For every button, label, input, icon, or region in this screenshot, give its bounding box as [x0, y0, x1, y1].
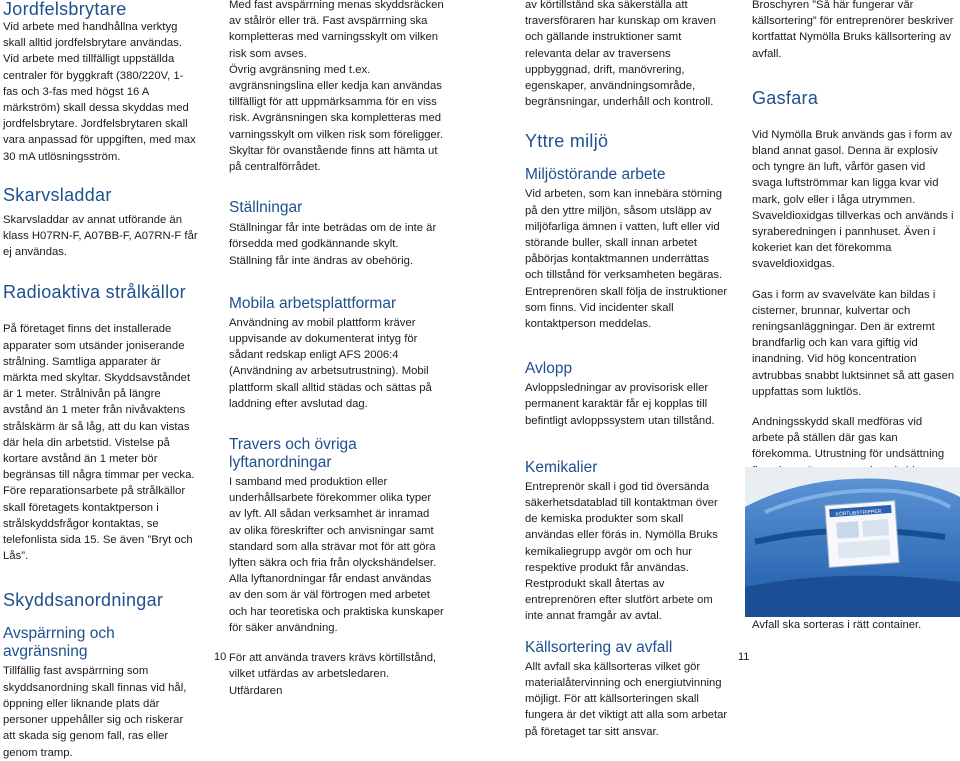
heading-kemikalier: Kemikalier	[525, 458, 598, 476]
text-mobila: Användning av mobil plattform kräver uppvisande av dokumenterat intyg för sådant redskap enligt AFS 2006:4 (Användning av arbetsutrustning). Mobil plattform skall alltid städas och sättas på laddning efter avslutad dag.	[229, 316, 432, 410]
column-3	[525, 0, 730, 740]
column-4	[752, 0, 957, 527]
text-miljostorande: Vid arbeten, som kan innebära störning på den yttre miljön, såsom utsläpp av miljöfarliga ämnen i vatten, luft eller vid störande buller, skall innan arbetet påbörjas kontaktmannen underrättas och tillstånd för verksamheten begäras. Entreprenören skall följa de instruktioner som finns. Vid incidenter skall kontaktperson meddelas.	[525, 188, 728, 331]
page-number-left: 10	[214, 651, 227, 663]
heading-skarvsladdar: Skarvsladdar	[3, 184, 112, 205]
left-page	[0, 0, 480, 759]
text-travers: I samband med produktion eller underhållsarbete förekommer olika typer av lyft. All sådan verksamhet är inramad av olika föreskrifter och anvisningar samt standard som alla strävar mot för att göra lyften säkra och fria från olyckshändelser. Alla lyftanordningar får endast användas av den som är väl förtrogen med arbetet och har teoretiska och praktiska kunskaper för säker användning.	[229, 476, 444, 634]
heading-skyddsanordningar: Skyddsanordningar	[3, 590, 164, 611]
heading-mobila: Mobila arbetsplattformar	[229, 294, 397, 312]
heading-gasfara: Gasfara	[752, 87, 819, 108]
bin-label: KÖRTUBSTRIPPER	[835, 508, 882, 518]
text-gasfara-2: Gas i form av svavelväte kan bildas i cisterner, brunnar, kulvertar och reningsanläggningar. Den är extremt brandfarlig och kan vara giftig vid inandning. Vid hög koncentration avtrubbas snabbt luktsinnet så att gasen uppfattas som luktlös.	[752, 288, 955, 398]
text-kortillstand: För att använda travers krävs körtillstånd, vilket utfärdas av arbetsledaren. Utfärdaren	[229, 652, 437, 697]
heading-jordfelsbrytare: Jordfelsbrytare	[3, 0, 127, 19]
column-1	[3, 0, 198, 761]
text-kortillstand-cont: av körtillstånd ska säkerställa att traversföraren har kunskap om kraven och gällande instruktioner samt relevanta delar av traversens uppbyggnad, drift, manövrering, egenskaper, användningsområde, begränsningar, underhåll och kontroll.	[525, 0, 716, 109]
heading-travers: Travers och övriga lyftanordningar	[229, 436, 357, 472]
heading-miljostorande: Miljöstörande arbete	[525, 166, 666, 184]
recycling-bin-photo	[745, 467, 960, 617]
text-avsparrning: Tillfällig fast avspärrning som skyddsanordning skall finnas vid hål, öppning eller liknande plats där personer uppehåller sig och riskerar att skada sig genom fall, ras eller genom tramp.	[3, 665, 187, 759]
text-ovrig-avgransning: Övrig avgränsning med t.ex. avgränsningslina eller kedja kan användas tillfälligt för att uppmärksamma för en viss risk. Avgränsningen ska kompletteras med varningsskylt om vilken risk som föreligger. Skyltar för ovanstående finns att hämta ut på centralförrådet.	[229, 63, 444, 174]
text-stallningar: Ställningar får inte beträdas om de inte är försedda med godkännande skylt. Ställning får inte ändras av obehörig.	[229, 222, 437, 267]
text-kallsortering: Allt avfall ska källsorteras vilket gör materialåtervinning och energiutvinning möjligt. För att källsorteringen skall fungera är det viktigt att alla som arbetar på företaget tar sitt ansvar.	[525, 660, 728, 738]
text-fast-avsparrning: Med fast avspärrning menas skyddsräcken av stålrör eller trä. Fast avspärrning ska kompletteras med varningsskylt om vilken risk som avses.	[229, 0, 444, 60]
recycling-bin-illustration	[745, 467, 960, 617]
page-number-right: 11	[738, 651, 750, 663]
text-gasfara-1: Vid Nymölla Bruk används gas i form av bland annat gasol. Denna är explosiv och tyngre än luft, vårför gasen vid svaga luftströmmar kan ligga kvar vid mark, golv eller i låga utrymmen. Svaveldioxidgas tillverkas och används i syraberedningen i pannhuset. Även i kokeriet kan det förekomma svaveldioxidgas.	[752, 128, 954, 271]
text-jordfelsbrytare: Vid arbete med handhållna verktyg skall alltid jordfelsbrytare användas. Vid arbete med tillfälligt uppställda centraler för byggkraft (380/220V, 1-fas och 3-fas med högst 16 A märkström) skall dessa skyddas med jordfelsbrytare. Jordfelsbrytaren skall vara anpassad för uppgiften, med max 30 mA utlösningsström.	[3, 21, 196, 163]
photo-caption: Avfall ska sorteras i rätt container.	[752, 619, 922, 631]
text-radioaktiva-2: Före reparationsarbete på strålkällor skall företagets kontaktperson i strålskyddsfrågor kontaktas, se telefonlista sida 15. Se även ”Bryt och Lås”.	[3, 485, 193, 563]
heading-avlopp: Avlopp	[525, 360, 573, 378]
heading-avsparrning: Avspärrning och avgränsning	[3, 625, 115, 661]
heading-kallsortering: Källsortering av avfall	[525, 638, 673, 656]
heading-radioaktiva: Radioaktiva strålkällor	[3, 282, 186, 303]
column-2	[229, 0, 444, 699]
text-kemikalier: Entreprenör skall i god tid översända säkerhetsdatablad till kontaktman över de kemiska produkter som skall användas eller förás in. Nymölla Bruks kemikaliegrupp avgör om och hur respektive produkt får användas. Restprodukt skall återtas av entreprenören efter slutfört arbete om inte annat framgår av avtal.	[525, 480, 718, 623]
heading-yttre-miljo: Yttre miljö	[525, 131, 609, 152]
text-radioaktiva-1: På företaget finns det installerade apparater som utsänder joniserande strålning. Samtliga apparater är märkta med skyltar. Skyddsavståndet är 1 meter. Strålnivån på längre avstånd än 1 meter från nivåvaktens strålskärm är så låg, att du kan vistas där hela din arbetstid. Vistelse på kortare avstånd än 1 meter bör begränsas till några timmar per vecka.	[3, 323, 195, 482]
text-skarvsladdar: Skarvsladdar av annat utförande än klass H07RN-F, A07BB-F, A07RN-F får ej användas.	[3, 213, 198, 259]
text-avlopp: Avloppsledningar av provisorisk eller permanent karaktär får ej kopplas till befintligt avloppssystem utan tillstånd.	[525, 382, 715, 427]
heading-stallningar: Ställningar	[229, 199, 303, 217]
text-broschyr: Broschyren ”Så här fungerar vår källsortering” för entreprenörer beskriver kortfattat Nymölla Bruks källsortering av avfall.	[752, 0, 954, 60]
text-gasfara-3: Andningsskydd skall medföras vid arbete på ställen där gas kan förekomma. Utrustning för undsättning	[752, 416, 945, 461]
